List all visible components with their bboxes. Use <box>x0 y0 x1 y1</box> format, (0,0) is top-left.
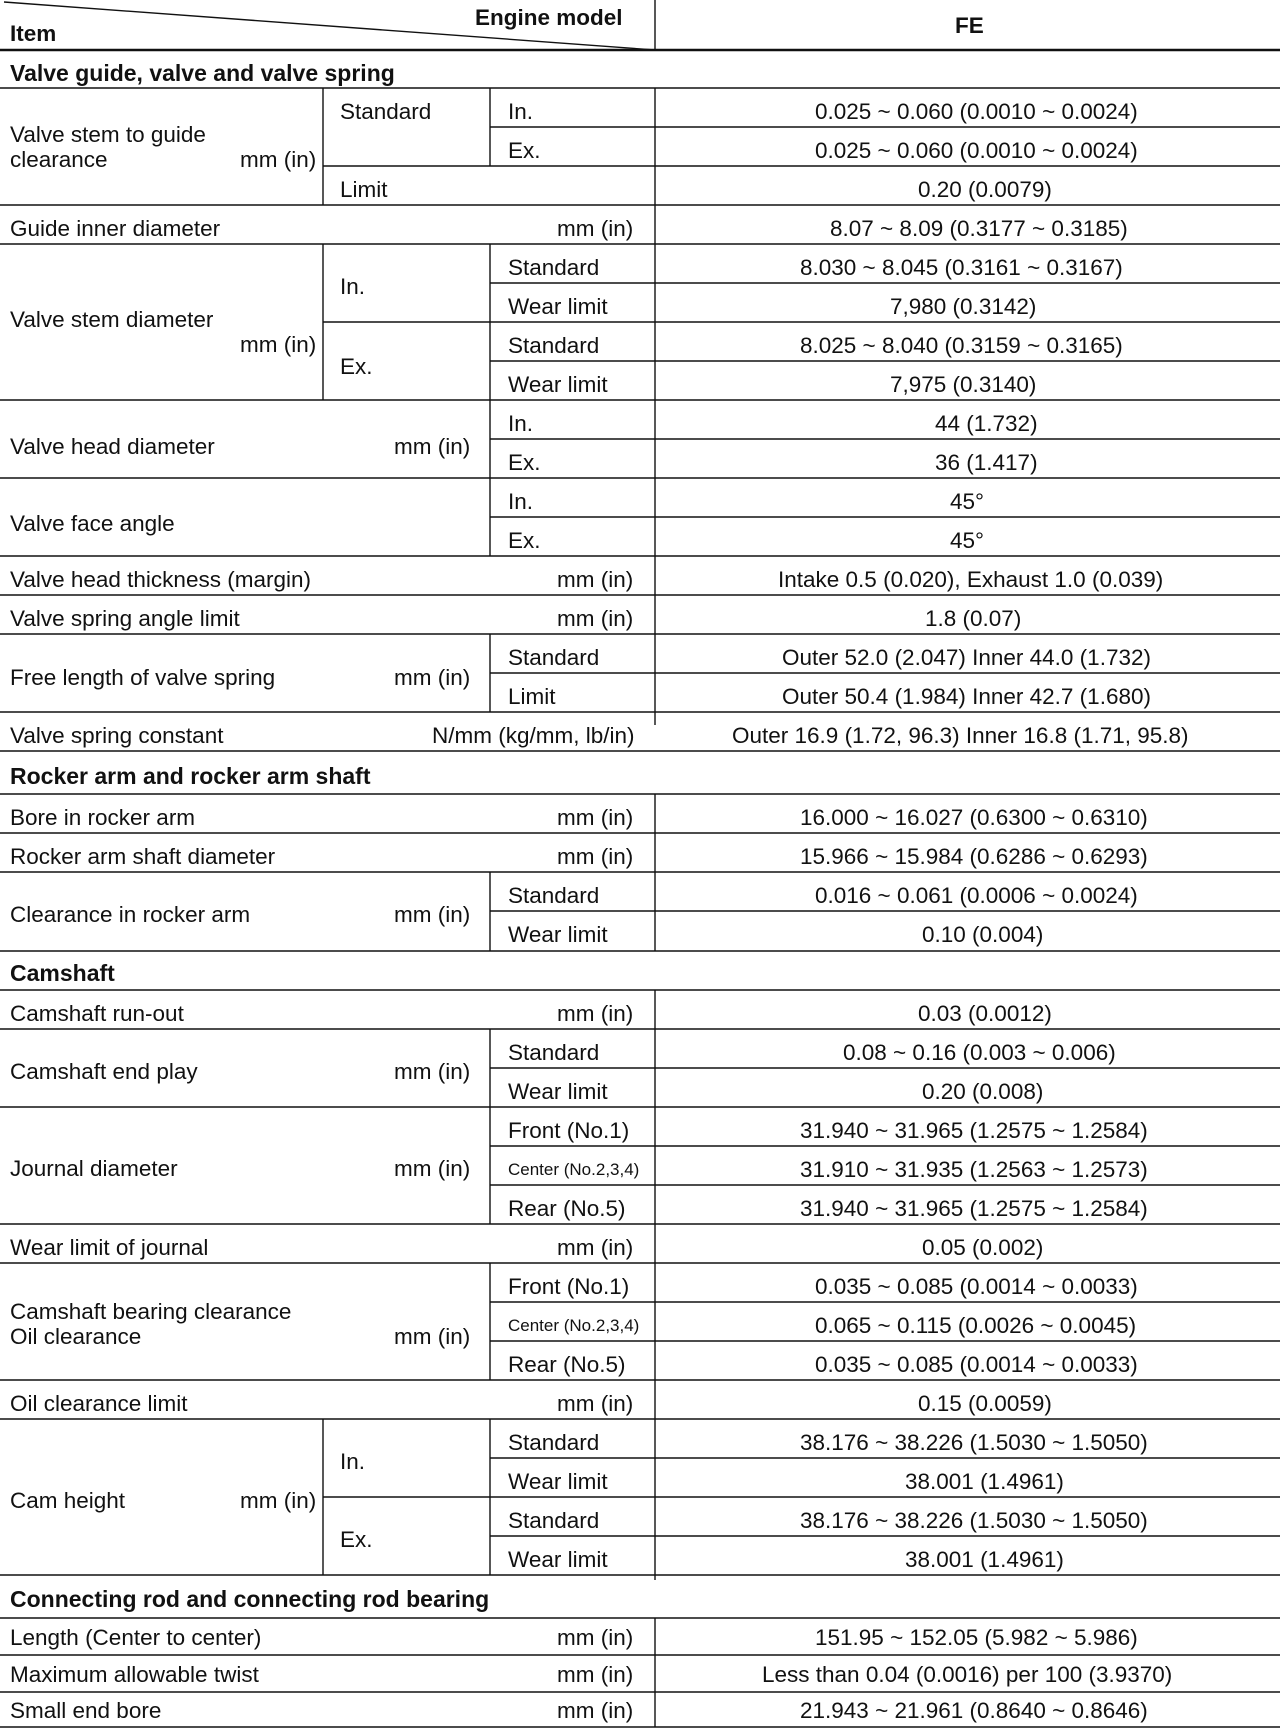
label-in: In. <box>340 274 366 299</box>
value: Intake 0.5 (0.020), Exhaust 1.0 (0.039) <box>778 567 1164 592</box>
value: 0.035 ~ 0.085 (0.0014 ~ 0.0033) <box>815 1352 1138 1377</box>
value: 36 (1.417) <box>935 450 1038 475</box>
value: 0.025 ~ 0.060 (0.0010 ~ 0.0024) <box>815 99 1138 124</box>
value: 8.030 ~ 8.045 (0.3161 ~ 0.3167) <box>800 255 1123 280</box>
label-standard: Standard <box>508 1040 600 1065</box>
value: Less than 0.04 (0.0016) per 100 (3.9370) <box>762 1662 1173 1687</box>
item-head-thickness: Valve head thickness (margin) <box>10 567 311 592</box>
value: 45° <box>950 528 985 553</box>
header-item: Item <box>10 21 57 46</box>
item-journal-wear: Wear limit of journal <box>10 1235 209 1260</box>
value: 0.016 ~ 0.061 (0.0006 ~ 0.0024) <box>815 883 1138 908</box>
value: 0.035 ~ 0.085 (0.0014 ~ 0.0033) <box>815 1274 1138 1299</box>
item-end-play: Camshaft end play <box>10 1059 198 1084</box>
unit-text: mm (in) <box>557 1698 634 1723</box>
unit-text: mm (in) <box>394 1059 471 1084</box>
unit-text: mm (in) <box>557 805 634 830</box>
value: 151.95 ~ 152.05 (5.982 ~ 5.986) <box>815 1625 1138 1650</box>
label-ex: Ex. <box>508 138 541 163</box>
label-wear-limit: Wear limit <box>508 1079 608 1104</box>
section-camshaft: Camshaft <box>10 960 115 986</box>
label-ex: Ex. <box>508 450 541 475</box>
label-rear: Rear (No.5) <box>508 1196 626 1221</box>
value: 1.8 (0.07) <box>925 606 1022 631</box>
label-front: Front (No.1) <box>508 1274 630 1299</box>
value: Outer 50.4 (1.984) Inner 42.7 (1.680) <box>782 684 1151 709</box>
label-standard: Standard <box>340 99 432 124</box>
value: 0.20 (0.0079) <box>918 177 1052 202</box>
label-wear-limit: Wear limit <box>508 1469 608 1494</box>
section-conrod: Connecting rod and connecting rod bearing <box>10 1586 490 1612</box>
item-journal: Journal diameter <box>10 1156 178 1181</box>
item-spring-angle: Valve spring angle limit <box>10 606 240 631</box>
item-spring-constant: Valve spring constant <box>10 723 224 748</box>
label-standard: Standard <box>508 645 600 670</box>
section-valve: Valve guide, valve and valve spring <box>10 60 395 86</box>
value: 0.05 (0.002) <box>922 1235 1044 1260</box>
unit-text: mm (in) <box>557 1391 634 1416</box>
value: 0.10 (0.004) <box>922 922 1044 947</box>
value: 38.176 ~ 38.226 (1.5030 ~ 1.5050) <box>800 1430 1148 1455</box>
value: 8.025 ~ 8.040 (0.3159 ~ 0.3165) <box>800 333 1123 358</box>
label-ex: Ex. <box>340 1527 373 1552</box>
unit-text: N/mm (kg/mm, lb/in) <box>432 723 635 748</box>
unit-text: mm (in) <box>394 902 471 927</box>
unit-text: mm (in) <box>240 1488 317 1513</box>
header-engine-model: Engine model <box>475 5 623 30</box>
label-limit: Limit <box>340 177 388 202</box>
unit-text: mm (in) <box>240 332 317 357</box>
value: 21.943 ~ 21.961 (0.8640 ~ 0.8646) <box>800 1698 1148 1723</box>
value: 44 (1.732) <box>935 411 1038 436</box>
label-ex: Ex. <box>508 528 541 553</box>
label-limit: Limit <box>508 684 556 709</box>
value: 0.15 (0.0059) <box>918 1391 1052 1416</box>
unit-text: mm (in) <box>557 606 634 631</box>
label-in: In. <box>508 411 534 436</box>
unit-text: mm (in) <box>394 665 471 690</box>
item-clearance-rocker: Clearance in rocker arm <box>10 902 251 927</box>
label-standard: Standard <box>508 333 600 358</box>
value: 31.940 ~ 31.965 (1.2575 ~ 1.2584) <box>800 1196 1148 1221</box>
label-rear: Rear (No.5) <box>508 1352 626 1377</box>
value: Outer 16.9 (1.72, 96.3) Inner 16.8 (1.71, 95.8) <box>732 723 1189 748</box>
value: 38.176 ~ 38.226 (1.5030 ~ 1.5050) <box>800 1508 1148 1533</box>
item-bore-rocker: Bore in rocker arm <box>10 805 196 830</box>
value: 8.07 ~ 8.09 (0.3177 ~ 0.3185) <box>830 216 1128 241</box>
item-cam-height: Cam height <box>10 1488 126 1513</box>
value: 0.03 (0.0012) <box>918 1001 1052 1026</box>
label-standard: Standard <box>508 255 600 280</box>
label-standard: Standard <box>508 1508 600 1533</box>
item-stem-diameter: Valve stem diameter <box>10 307 214 332</box>
value: 7,980 (0.3142) <box>890 294 1037 319</box>
value: 38.001 (1.4961) <box>905 1547 1064 1572</box>
label-center: Center (No.2,3,4) <box>508 1316 640 1335</box>
header-fe: FE <box>955 13 984 38</box>
value: 7,975 (0.3140) <box>890 372 1037 397</box>
item-small-end: Small end bore <box>10 1698 162 1723</box>
item-bearing-clearance-line2: Oil clearance <box>10 1324 142 1349</box>
unit-text: mm (in) <box>557 1001 634 1026</box>
value: 15.966 ~ 15.984 (0.6286 ~ 0.6293) <box>800 844 1148 869</box>
item-stem-guide: Valve stem to guide <box>10 122 206 147</box>
item-guide-inner: Guide inner diameter <box>10 216 221 241</box>
item-length: Length (Center to center) <box>10 1625 262 1650</box>
unit-text: mm (in) <box>557 1625 634 1650</box>
unit-text: mm (in) <box>394 1324 471 1349</box>
value: 38.001 (1.4961) <box>905 1469 1064 1494</box>
item-face-angle: Valve face angle <box>10 511 175 536</box>
value: 0.025 ~ 0.060 (0.0010 ~ 0.0024) <box>815 138 1138 163</box>
item-twist: Maximum allowable twist <box>10 1662 259 1687</box>
label-wear-limit: Wear limit <box>508 1547 608 1572</box>
value: 0.20 (0.008) <box>922 1079 1044 1104</box>
label-in: In. <box>340 1449 366 1474</box>
unit-text: mm (in) <box>557 844 634 869</box>
item-free-length: Free length of valve spring <box>10 665 276 690</box>
label-front: Front (No.1) <box>508 1118 630 1143</box>
unit-text: mm (in) <box>557 1235 634 1260</box>
value: 0.065 ~ 0.115 (0.0026 ~ 0.0045) <box>815 1313 1137 1338</box>
item-head-diameter: Valve head diameter <box>10 434 215 459</box>
label-center: Center (No.2,3,4) <box>508 1160 640 1179</box>
item-rocker-shaft: Rocker arm shaft diameter <box>10 844 276 869</box>
unit-text: mm (in) <box>557 567 634 592</box>
value: 0.08 ~ 0.16 (0.003 ~ 0.006) <box>843 1040 1116 1065</box>
label-in: In. <box>508 489 534 514</box>
item-oil-limit: Oil clearance limit <box>10 1391 188 1416</box>
value: 45° <box>950 489 985 514</box>
unit-text: mm (in) <box>394 434 471 459</box>
value: Outer 52.0 (2.047) Inner 44.0 (1.732) <box>782 645 1151 670</box>
label-ex: Ex. <box>340 354 373 379</box>
item-runout: Camshaft run-out <box>10 1001 184 1026</box>
item-stem-guide-line2: clearance <box>10 147 108 172</box>
label-standard: Standard <box>508 883 600 908</box>
value: 16.000 ~ 16.027 (0.6300 ~ 0.6310) <box>800 805 1148 830</box>
unit-text: mm (in) <box>240 147 317 172</box>
unit-text: mm (in) <box>557 216 634 241</box>
label-standard: Standard <box>508 1430 600 1455</box>
label-wear-limit: Wear limit <box>508 922 608 947</box>
label-wear-limit: Wear limit <box>508 294 608 319</box>
value: 31.910 ~ 31.935 (1.2563 ~ 1.2573) <box>800 1157 1148 1182</box>
item-bearing-clearance: Camshaft bearing clearance <box>10 1299 292 1324</box>
label-wear-limit: Wear limit <box>508 372 608 397</box>
section-rocker: Rocker arm and rocker arm shaft <box>10 763 371 789</box>
label-in: In. <box>508 99 534 124</box>
value: 31.940 ~ 31.965 (1.2575 ~ 1.2584) <box>800 1118 1148 1143</box>
unit-text: mm (in) <box>557 1662 634 1687</box>
unit-text: mm (in) <box>394 1156 471 1181</box>
